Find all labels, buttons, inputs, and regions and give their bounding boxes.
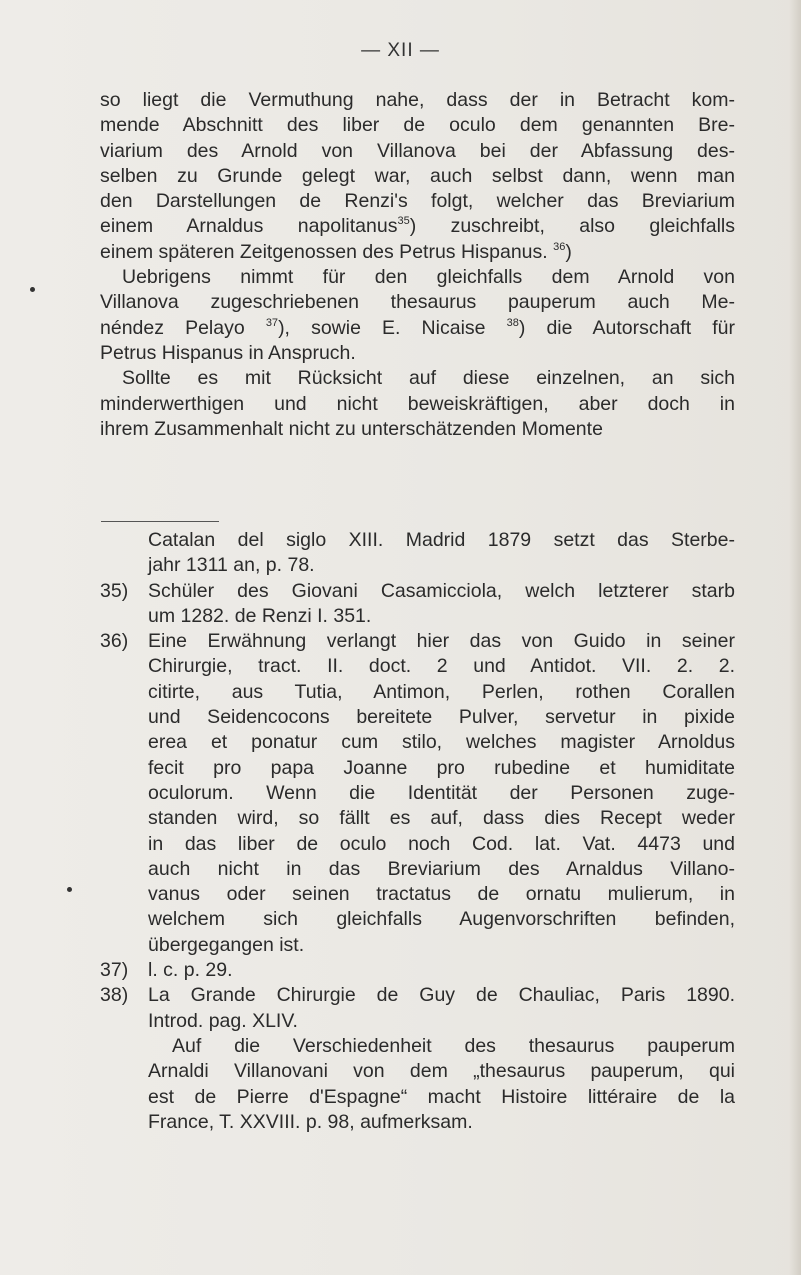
text-line: Villanova zugeschriebenen thesaurus pauperum auch Me- xyxy=(100,291,735,314)
footnote-line: citirte, aus Tutia, Antimon, Perlen, rothen Corallen xyxy=(148,680,735,703)
footnote-line: vanus oder seinen tractatus de ornatu mulierum, in xyxy=(148,883,735,906)
footnote-line: welchem sich gleichfalls Augenvorschriften befinden, xyxy=(148,908,735,931)
text-line: einem Arnaldus napolitanus$^{35}$) zuschreibt, also gleichfalls xyxy=(100,215,735,238)
footnote-number: 37) xyxy=(100,959,129,982)
footnote-line: Introd. pag. XLIV. xyxy=(148,1009,298,1032)
footnote-separator xyxy=(101,521,219,522)
margin-mark xyxy=(30,287,35,292)
footnote-line: fecit pro papa Joanne pro rubedine et humiditate xyxy=(148,756,735,779)
footnote-ref: 36 xyxy=(553,240,566,253)
footnote-line: um 1282. de Renzi I. 351. xyxy=(148,604,372,627)
footnote-ref: 38 xyxy=(506,316,519,329)
text-line: mende Abschnitt des liber de oculo dem genannten Bre- xyxy=(100,114,735,137)
footnote-line: 38) La Grande Chirurgie de Guy de Chauliac, Paris 1890. xyxy=(100,983,735,1008)
footnote-line: standen wird, so fällt es auf, dass dies Recept weder xyxy=(148,807,735,830)
footnote-line: Catalan del siglo XIII. Madrid 1879 setzt das Sterbe- xyxy=(148,529,735,551)
footnote-line: jahr 1311 an, p. 78. xyxy=(148,554,315,577)
footnote-ref: 37 xyxy=(265,316,279,329)
footnote-line: oculorum. Wenn die Identität der Personen zuge- xyxy=(148,781,735,804)
footnote-line: 36) Eine Erwähnung verlangt hier das von Guido in seiner xyxy=(100,629,735,654)
text-line: Sollte es mit Rücksicht auf diese einzelnen, an sich xyxy=(122,367,735,390)
footnote-line: und Seidencocons bereitete Pulver, servetur in pixide xyxy=(148,706,735,729)
text-line: viarium des Arnold von Villanova bei der Abfassung des- xyxy=(100,139,735,162)
main-text xyxy=(100,88,735,442)
text-line: Petrus Hispanus in Anspruch. xyxy=(100,341,356,364)
footnote-number: 38) xyxy=(100,984,129,1007)
text-line: ihrem Zusammenhalt nicht zu unterschätzenden Momente xyxy=(100,417,603,440)
footnote-ref: 35 xyxy=(397,215,410,228)
footnote-line: übergegangen ist. xyxy=(148,933,305,956)
footnote-line: auch nicht in das Breviarium des Arnaldus Villano- xyxy=(148,857,735,880)
text-line: selben zu Grunde gelegt war, auch selbst dann, wenn man xyxy=(100,164,735,187)
footnote-line: Chirurgie, tract. II. doct. 2 und Antidot. VII. 2. 2. xyxy=(148,655,735,678)
footnote-line: 37) l. c. p. 29. xyxy=(100,958,735,983)
text-line: einem späteren Zeitgenossen des Petrus Hispanus. $^{36}$) xyxy=(100,240,572,263)
footnote-number: 35) xyxy=(100,579,129,602)
footnote-line: est de Pierre d'Espagne“ macht Histoire littéraire de la xyxy=(148,1085,735,1108)
footnote-line: France, T. XXVIII. p. 98, aufmerksam. xyxy=(148,1110,473,1133)
text-line: den Darstellungen de Renzi's folgt, welcher das Breviarium xyxy=(100,190,735,213)
page-header: — XII — xyxy=(361,40,440,61)
footnote-line: Auf die Verschiedenheit des thesaurus pauperum xyxy=(172,1034,735,1057)
text-line: néndez Pelayo $^{37}$), sowie E. Nicaise $^{38}$) die Autorschaft für xyxy=(100,316,735,339)
footnote-line: in das liber de oculo noch Cod. lat. Vat. 4473 und xyxy=(148,832,735,855)
footnotes xyxy=(100,528,735,1135)
text-line: minderwerthigen und nicht beweiskräftigen, aber doch in xyxy=(100,392,735,415)
footnote-line: 35) Schüler des Giovani Casamicciola, welch letzterer starb xyxy=(100,579,735,604)
text-line: so liegt die Vermuthung nahe, dass der in Betracht kom- xyxy=(100,89,735,111)
footnote-line: Arnaldi Villanovani von dem „thesaurus pauperum, qui xyxy=(148,1060,735,1083)
margin-mark xyxy=(67,887,72,892)
footnote-line: erea et ponatur cum stilo, welches magister Arnoldus xyxy=(148,731,735,754)
page-edge-shadow xyxy=(789,0,801,1275)
text-line: Uebrigens nimmt für den gleichfalls dem Arnold von xyxy=(122,266,735,289)
footnote-number: 36) xyxy=(100,630,129,653)
